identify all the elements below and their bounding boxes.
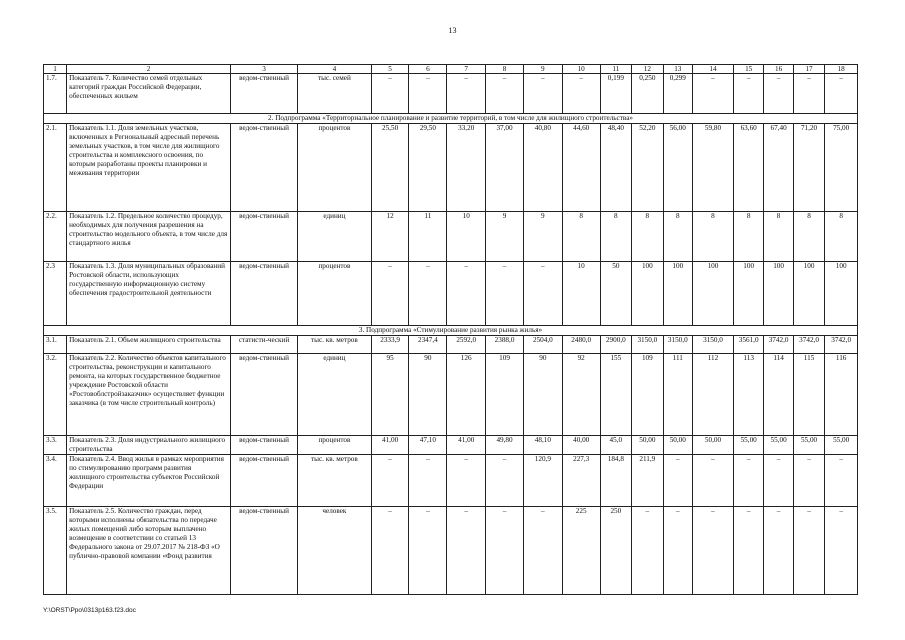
column-header: 7: [447, 65, 486, 74]
value-cell: 41,00: [447, 436, 486, 455]
value-cell: 114: [764, 354, 793, 436]
table-cell: 3.2.: [44, 354, 67, 436]
value-cell: 8: [764, 212, 793, 262]
value-cell: –: [733, 455, 763, 507]
value-cell: 55,00: [733, 436, 763, 455]
value-cell: 12: [371, 212, 409, 262]
value-cell: –: [409, 74, 447, 114]
unit-of-measure: процентов: [298, 436, 372, 455]
value-cell: –: [409, 262, 447, 326]
indicator-type: ведом-ственный: [230, 455, 297, 507]
file-path-footer: Y:\ORST\Ppo\0313p163.f23.doc: [43, 607, 136, 614]
value-cell: 8: [632, 212, 664, 262]
value-cell: 50,00: [632, 436, 664, 455]
value-cell: 250: [600, 507, 632, 595]
value-cell: 111: [663, 354, 692, 436]
column-header: 6: [409, 65, 447, 74]
table-row: [44, 74, 858, 114]
value-cell: 3150,0: [632, 336, 664, 354]
value-cell: 2388,0: [486, 336, 524, 354]
unit-of-measure: тыс. семей: [298, 74, 372, 114]
value-cell: 3150,0: [692, 336, 733, 354]
table-row: [44, 124, 858, 212]
value-cell: 45,0: [600, 436, 632, 455]
value-cell: –: [793, 455, 825, 507]
table-cell: 3.3.: [44, 436, 67, 455]
indicator-type: ведом-ственный: [230, 507, 297, 595]
value-cell: 100: [764, 262, 793, 326]
indicator-type: ведом-ственный: [230, 354, 297, 436]
value-cell: 0,299: [663, 74, 692, 114]
unit-of-measure: единиц: [298, 212, 372, 262]
value-cell: 211,9: [632, 455, 664, 507]
value-cell: –: [409, 455, 447, 507]
value-cell: –: [523, 262, 562, 326]
value-cell: 50: [600, 262, 632, 326]
value-cell: 11: [409, 212, 447, 262]
value-cell: –: [562, 74, 600, 114]
value-cell: –: [486, 455, 524, 507]
value-cell: 100: [663, 262, 692, 326]
value-cell: 100: [825, 262, 858, 326]
table-cell: 3.4.: [44, 455, 67, 507]
column-header: 14: [692, 65, 733, 74]
table-row: [44, 354, 858, 436]
column-header: 12: [632, 65, 664, 74]
value-cell: 41,00: [371, 436, 409, 455]
value-cell: 3742,0: [825, 336, 858, 354]
value-cell: 90: [409, 354, 447, 436]
value-cell: 47,10: [409, 436, 447, 455]
value-cell: –: [764, 507, 793, 595]
table-cell: 2.3: [44, 262, 67, 326]
value-cell: 116: [825, 354, 858, 436]
value-cell: 44,60: [562, 124, 600, 212]
value-cell: –: [447, 262, 486, 326]
value-cell: 8: [793, 212, 825, 262]
value-cell: 3150,0: [663, 336, 692, 354]
indicator-name: Показатель 2.2. Количество объектов капитального строительства, реконструкции и капитального ремонта, на которых государственное бюджетное учреждение Ростовской области «Ростовоблстройзаказчик» осуществляет функции заказчика (в том числе строительный контроль): [67, 354, 231, 436]
table-cell: 1.7.: [44, 74, 67, 114]
value-cell: 2504,0: [523, 336, 562, 354]
column-header: 1: [44, 65, 67, 74]
page-number: 13: [448, 26, 457, 35]
table-row: [44, 455, 858, 507]
value-cell: 33,20: [447, 124, 486, 212]
value-cell: 100: [793, 262, 825, 326]
value-cell: 100: [632, 262, 664, 326]
indicator-name: Показатель 1.3. Доля муниципальных образований Ростовской области, использующих государственную информационную систему обеспечения градостроительной деятельности: [67, 262, 231, 326]
column-header: 8: [486, 65, 524, 74]
value-cell: 50,00: [692, 436, 733, 455]
indicator-name: Показатель 2.4. Ввод жилья в рамках мероприятия по стимулированию программ развития жилищного строительства субъектов Российской Федерации: [67, 455, 231, 507]
value-cell: 95: [371, 354, 409, 436]
value-cell: –: [733, 74, 763, 114]
header-row: [44, 65, 858, 74]
column-header: 10: [562, 65, 600, 74]
value-cell: –: [825, 455, 858, 507]
value-cell: 71,20: [793, 124, 825, 212]
value-cell: 2900,0: [600, 336, 632, 354]
value-cell: 109: [632, 354, 664, 436]
indicator-type: статисти-ческий: [230, 336, 297, 354]
table-row: [44, 507, 858, 595]
value-cell: –: [371, 507, 409, 595]
value-cell: –: [409, 507, 447, 595]
table-row: [44, 336, 858, 354]
value-cell: –: [632, 507, 664, 595]
value-cell: 90: [523, 354, 562, 436]
section-row: [44, 114, 858, 124]
value-cell: 109: [486, 354, 524, 436]
value-cell: –: [486, 507, 524, 595]
column-header: 18: [825, 65, 858, 74]
unit-of-measure: человек: [298, 507, 372, 595]
indicator-name: Показатель 7. Количество семей отдельных категорий граждан Российской Федерации, обеспеченных жильем: [67, 74, 231, 114]
indicator-type: ведом-ственный: [230, 212, 297, 262]
table-cell: 2.2.: [44, 212, 67, 262]
value-cell: –: [733, 507, 763, 595]
table-cell: 3.1.: [44, 336, 67, 354]
value-cell: 2347,4: [409, 336, 447, 354]
table-cell: 3.5.: [44, 507, 67, 595]
value-cell: 25,50: [371, 124, 409, 212]
unit-of-measure: процентов: [298, 124, 372, 212]
value-cell: 48,10: [523, 436, 562, 455]
indicator-type: ведом-ственный: [230, 262, 297, 326]
value-cell: 92: [562, 354, 600, 436]
table-row: [44, 212, 858, 262]
value-cell: 100: [692, 262, 733, 326]
indicator-name: Показатель 1.1. Доля земельных участков, включенных в Региональный адресный перечень земельных участков, в том числе для жилищного строительства и комплексного освоения, по которым разработаны проекты планировки и межевания территории: [67, 124, 231, 212]
value-cell: 2333,9: [371, 336, 409, 354]
value-cell: 37,00: [486, 124, 524, 212]
column-header: 9: [523, 65, 562, 74]
value-cell: –: [692, 74, 733, 114]
column-header: 15: [733, 65, 763, 74]
value-cell: 55,00: [793, 436, 825, 455]
value-cell: 55,00: [825, 436, 858, 455]
value-cell: 8: [692, 212, 733, 262]
value-cell: –: [447, 74, 486, 114]
value-cell: 115: [793, 354, 825, 436]
section-row: [44, 326, 858, 336]
value-cell: 8: [562, 212, 600, 262]
value-cell: 9: [523, 212, 562, 262]
value-cell: 40,00: [562, 436, 600, 455]
value-cell: –: [523, 74, 562, 114]
value-cell: –: [764, 455, 793, 507]
indicator-type: ведом-ственный: [230, 74, 297, 114]
value-cell: 184,8: [600, 455, 632, 507]
value-cell: –: [825, 74, 858, 114]
column-header: 3: [230, 65, 297, 74]
section-title: 3. Подпрограмма «Стимулирование развития рынка жилья»: [44, 326, 858, 336]
value-cell: 0,199: [600, 74, 632, 114]
value-cell: –: [371, 262, 409, 326]
unit-of-measure: тыс. кв. метров: [298, 336, 372, 354]
value-cell: –: [663, 455, 692, 507]
table-row: [44, 262, 858, 326]
value-cell: 120,9: [523, 455, 562, 507]
value-cell: 225: [562, 507, 600, 595]
value-cell: –: [486, 74, 524, 114]
value-cell: 3742,0: [764, 336, 793, 354]
value-cell: –: [764, 74, 793, 114]
unit-of-measure: тыс. кв. метров: [298, 455, 372, 507]
value-cell: –: [447, 507, 486, 595]
value-cell: 0,250: [632, 74, 664, 114]
value-cell: 3742,0: [793, 336, 825, 354]
value-cell: –: [825, 507, 858, 595]
value-cell: 56,00: [663, 124, 692, 212]
column-header: 17: [793, 65, 825, 74]
value-cell: 2592,0: [447, 336, 486, 354]
column-header: 11: [600, 65, 632, 74]
value-cell: 8: [733, 212, 763, 262]
value-cell: –: [793, 507, 825, 595]
column-header: 4: [298, 65, 372, 74]
value-cell: 29,50: [409, 124, 447, 212]
indicator-type: ведом-ственный: [230, 436, 297, 455]
value-cell: –: [692, 507, 733, 595]
value-cell: 8: [825, 212, 858, 262]
value-cell: 227,3: [562, 455, 600, 507]
column-header: 16: [764, 65, 793, 74]
table-cell: 2.1.: [44, 124, 67, 212]
value-cell: 9: [486, 212, 524, 262]
value-cell: 67,40: [764, 124, 793, 212]
column-header: 2: [67, 65, 231, 74]
value-cell: 59,80: [692, 124, 733, 212]
value-cell: 126: [447, 354, 486, 436]
value-cell: –: [692, 455, 733, 507]
value-cell: –: [447, 455, 486, 507]
unit-of-measure: процентов: [298, 262, 372, 326]
value-cell: 3561,0: [733, 336, 763, 354]
column-header: 13: [663, 65, 692, 74]
indicator-name: Показатель 1.2. Предельное количество процедур, необходимых для получения разрешения на строительство модельного объекта, в том числе для стандартного жилья: [67, 212, 231, 262]
section-title: 2. Подпрограмма «Территориальное планирование и развитие территорий, в том числе для жилищного строительства»: [44, 114, 858, 124]
value-cell: 75,00: [825, 124, 858, 212]
value-cell: –: [371, 455, 409, 507]
value-cell: 55,00: [764, 436, 793, 455]
value-cell: 40,80: [523, 124, 562, 212]
unit-of-measure: единиц: [298, 354, 372, 436]
value-cell: –: [486, 262, 524, 326]
value-cell: –: [371, 74, 409, 114]
value-cell: 113: [733, 354, 763, 436]
table-row: [44, 436, 858, 455]
value-cell: –: [793, 74, 825, 114]
value-cell: 10: [447, 212, 486, 262]
value-cell: 10: [562, 262, 600, 326]
value-cell: 8: [600, 212, 632, 262]
value-cell: 100: [733, 262, 763, 326]
value-cell: 52,20: [632, 124, 664, 212]
value-cell: 48,40: [600, 124, 632, 212]
value-cell: 155: [600, 354, 632, 436]
indicator-name: Показатель 2.5. Количество граждан, перед которыми исполнены обязательства по передаче жилых помещений либо которым выплачено возмещение в соответствии со статьей 13 Федерального закона от 29.07.2017 № 218-ФЗ «О публично-правовой компании «Фонд развития: [67, 507, 231, 595]
value-cell: –: [663, 507, 692, 595]
column-header: 5: [371, 65, 409, 74]
value-cell: 112: [692, 354, 733, 436]
value-cell: 8: [663, 212, 692, 262]
value-cell: 2480,0: [562, 336, 600, 354]
value-cell: –: [523, 507, 562, 595]
indicator-table: [43, 64, 858, 595]
indicator-name: Показатель 2.3. Доля индустриального жилищного строительства: [67, 436, 231, 455]
value-cell: 50,00: [663, 436, 692, 455]
value-cell: 63,60: [733, 124, 763, 212]
value-cell: 49,80: [486, 436, 524, 455]
indicator-name: Показатель 2.1. Объем жилищного строительства: [67, 336, 231, 354]
indicator-type: ведом-ственный: [230, 124, 297, 212]
